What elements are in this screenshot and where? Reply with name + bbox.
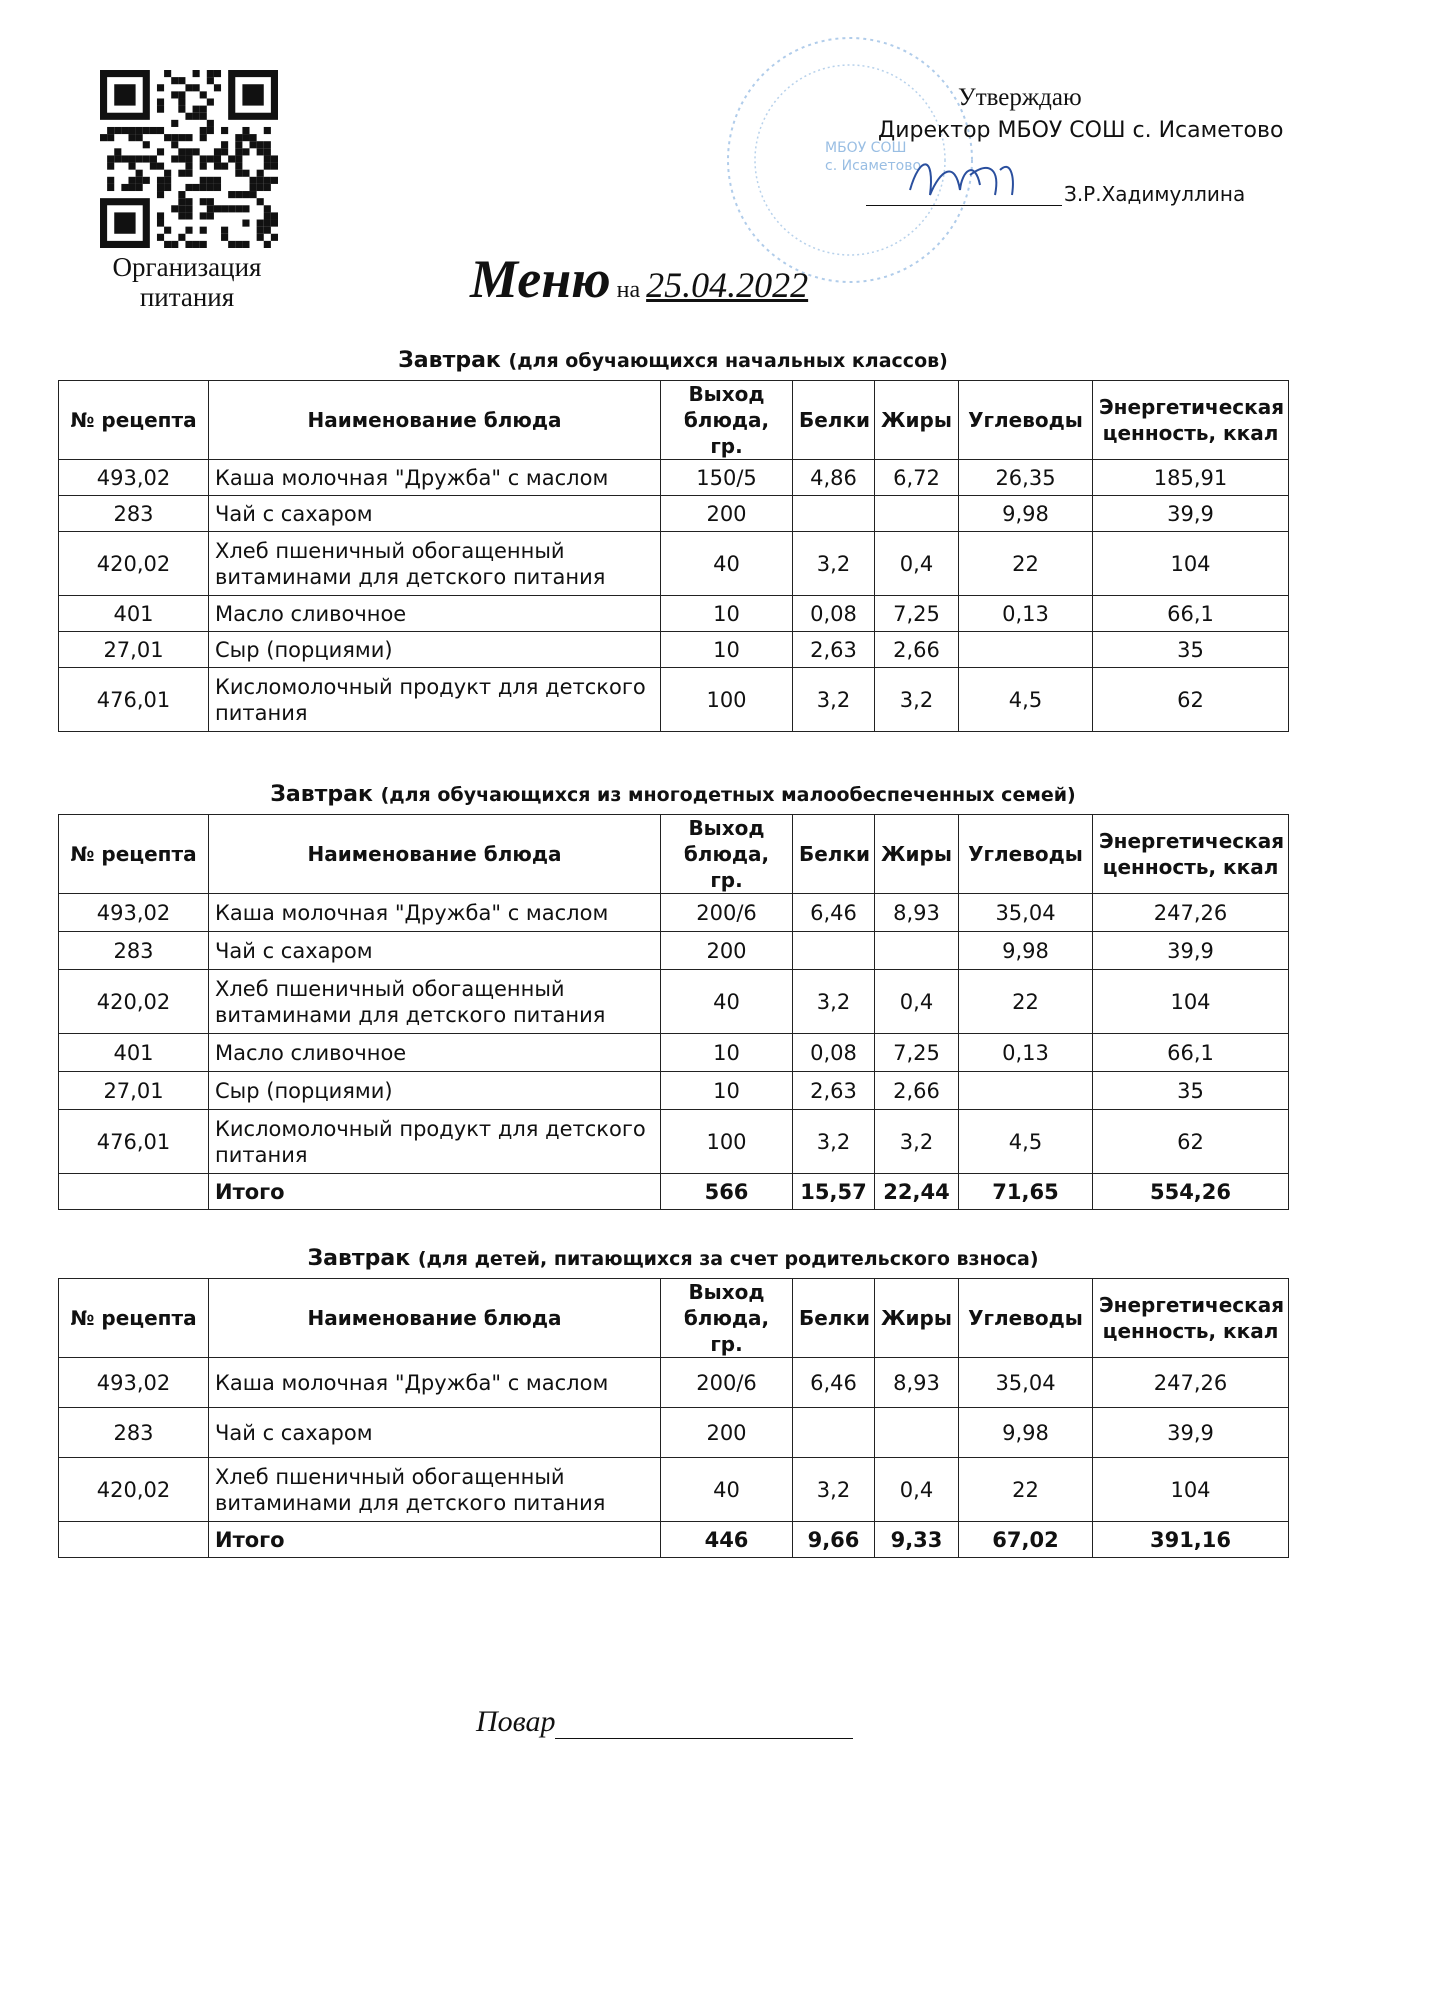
table-cell: 3,2 xyxy=(793,668,875,732)
table-cell: 22,44 xyxy=(875,1174,959,1210)
table-cell: Итого xyxy=(209,1522,661,1558)
table-cell: 0,4 xyxy=(875,532,959,596)
table-cell: 0,13 xyxy=(959,596,1093,632)
table-cell: Хлеб пшеничный обогащенный витаминами для детского питания xyxy=(209,532,661,596)
table-cell: 9,66 xyxy=(793,1522,875,1558)
table-cell: 40 xyxy=(661,970,793,1034)
table-cell: 6,46 xyxy=(793,894,875,932)
table-cell: 493,02 xyxy=(59,1358,209,1408)
table-cell: 200 xyxy=(661,496,793,532)
approve-position: Директор МБОУ СОШ с. Исаметово xyxy=(878,118,1284,143)
table-cell: Каша молочная "Дружба" с маслом xyxy=(209,460,661,496)
approve-label: Утверждаю xyxy=(958,84,1082,111)
total-row xyxy=(59,1174,1289,1210)
table-cell: 6,46 xyxy=(793,1358,875,1408)
table-cell xyxy=(793,496,875,532)
table-cell: 200/6 xyxy=(661,1358,793,1408)
table-cell: 420,02 xyxy=(59,532,209,596)
table-cell: 3,2 xyxy=(793,532,875,596)
signature xyxy=(900,150,1020,210)
table-cell: 67,02 xyxy=(959,1522,1093,1558)
approve-name: З.Р.Хадимуллина xyxy=(1064,182,1246,206)
table-cell: 566 xyxy=(661,1174,793,1210)
table-cell: 39,9 xyxy=(1093,496,1289,532)
table-cell: 104 xyxy=(1093,532,1289,596)
table-cell xyxy=(875,1408,959,1458)
section-3-title: Завтрак (для детей, питающихся за счет родительского взноса) xyxy=(307,1246,1039,1271)
column-header: Жиры xyxy=(875,381,959,460)
table-cell: 35,04 xyxy=(959,894,1093,932)
table-cell: 22 xyxy=(959,1458,1093,1522)
table-cell xyxy=(59,1174,209,1210)
table-cell: Сыр (порциями) xyxy=(209,632,661,668)
table-cell: 401 xyxy=(59,596,209,632)
table-cell: 35 xyxy=(1093,632,1289,668)
table-cell: 9,33 xyxy=(875,1522,959,1558)
column-header: Энергетическая ценность, ккал xyxy=(1093,815,1289,894)
table-cell: 3,2 xyxy=(793,1110,875,1174)
table-cell: Итого xyxy=(209,1174,661,1210)
table-cell: 3,2 xyxy=(875,1110,959,1174)
table-cell: 554,26 xyxy=(1093,1174,1289,1210)
column-header: Выход блюда, гр. xyxy=(661,1279,793,1358)
table-cell: 35 xyxy=(1093,1072,1289,1110)
table-cell: 476,01 xyxy=(59,1110,209,1174)
column-header: № рецепта xyxy=(59,381,209,460)
table-cell xyxy=(959,632,1093,668)
table-cell: 27,01 xyxy=(59,1072,209,1110)
table-cell: Чай с сахаром xyxy=(209,496,661,532)
table-cell: 8,93 xyxy=(875,1358,959,1408)
table-cell: Чай с сахаром xyxy=(209,1408,661,1458)
table-cell: Хлеб пшеничный обогащенный витаминами для детского питания xyxy=(209,970,661,1034)
menu-table-1 xyxy=(58,380,1289,732)
table-cell: 22 xyxy=(959,532,1093,596)
menu-table-2 xyxy=(58,814,1289,1210)
table-row xyxy=(59,496,1289,532)
svg-text:МБОУ СОШ: МБОУ СОШ xyxy=(825,140,907,156)
table-cell: 9,98 xyxy=(959,1408,1093,1458)
table-cell: 0,4 xyxy=(875,1458,959,1522)
table-cell: 66,1 xyxy=(1093,1034,1289,1072)
title-date: 25.04.2022 xyxy=(646,265,809,305)
table-cell: 476,01 xyxy=(59,668,209,732)
table-cell: 2,63 xyxy=(793,1072,875,1110)
table-row xyxy=(59,1034,1289,1072)
table-row xyxy=(59,1072,1289,1110)
table-cell: 8,93 xyxy=(875,894,959,932)
table-cell: 40 xyxy=(661,532,793,596)
table-cell: 391,16 xyxy=(1093,1522,1289,1558)
table-cell xyxy=(793,1408,875,1458)
table-row xyxy=(59,1408,1289,1458)
table-cell: 420,02 xyxy=(59,970,209,1034)
table-cell: 420,02 xyxy=(59,1458,209,1522)
section-2-title: Завтрак (для обучающихся из многодетных малообеспеченных семей) xyxy=(270,782,1076,807)
table-cell xyxy=(875,496,959,532)
qr-code xyxy=(100,70,278,248)
table-row xyxy=(59,632,1289,668)
table-header-row xyxy=(59,815,1289,894)
table-cell xyxy=(959,1072,1093,1110)
table-row xyxy=(59,460,1289,496)
table-cell: Масло сливочное xyxy=(209,1034,661,1072)
column-header: Энергетическая ценность, ккал xyxy=(1093,381,1289,460)
table-row xyxy=(59,932,1289,970)
table-cell: 10 xyxy=(661,1034,793,1072)
title-prep: на xyxy=(616,277,641,303)
table-cell: 66,1 xyxy=(1093,596,1289,632)
column-header: Выход блюда, гр. xyxy=(661,815,793,894)
table-cell: 35,04 xyxy=(959,1358,1093,1408)
table-cell: 22 xyxy=(959,970,1093,1034)
table-cell: 104 xyxy=(1093,970,1289,1034)
table-cell: 62 xyxy=(1093,1110,1289,1174)
table-row xyxy=(59,1110,1289,1174)
table-row xyxy=(59,668,1289,732)
cook-signature xyxy=(476,1705,853,1739)
table-cell: Кисломолочный продукт для детского питания xyxy=(209,668,661,732)
table-cell: 15,57 xyxy=(793,1174,875,1210)
table-cell: 26,35 xyxy=(959,460,1093,496)
table-cell: 3,2 xyxy=(793,970,875,1034)
table-cell: 200/6 xyxy=(661,894,793,932)
title-word: Меню xyxy=(470,249,611,309)
table-row xyxy=(59,894,1289,932)
column-header: № рецепта xyxy=(59,1279,209,1358)
column-header: Энергетическая ценность, ккал xyxy=(1093,1279,1289,1358)
table-cell: 200 xyxy=(661,932,793,970)
column-header: Выход блюда, гр. xyxy=(661,381,793,460)
table-cell: 185,91 xyxy=(1093,460,1289,496)
table-cell: Масло сливочное xyxy=(209,596,661,632)
table-header-row xyxy=(59,1279,1289,1358)
table-cell: 6,72 xyxy=(875,460,959,496)
table-cell: 10 xyxy=(661,632,793,668)
table-cell: 150/5 xyxy=(661,460,793,496)
table-cell: 39,9 xyxy=(1093,1408,1289,1458)
table-cell: 2,66 xyxy=(875,632,959,668)
table-cell: 247,26 xyxy=(1093,894,1289,932)
org-line-1: Организация xyxy=(112,252,262,282)
table-cell: 493,02 xyxy=(59,894,209,932)
table-cell: 200 xyxy=(661,1408,793,1458)
column-header: Углеводы xyxy=(959,1279,1093,1358)
table-cell: 9,98 xyxy=(959,932,1093,970)
total-row xyxy=(59,1522,1289,1558)
table-cell: 2,63 xyxy=(793,632,875,668)
column-header: Углеводы xyxy=(959,381,1093,460)
table-cell: 7,25 xyxy=(875,1034,959,1072)
table-cell: 40 xyxy=(661,1458,793,1522)
column-header: Белки xyxy=(793,381,875,460)
table-cell: 27,01 xyxy=(59,632,209,668)
table-cell: 247,26 xyxy=(1093,1358,1289,1408)
table-header-row xyxy=(59,381,1289,460)
table-row xyxy=(59,1458,1289,1522)
table-cell: 10 xyxy=(661,596,793,632)
section-1-title: Завтрак (для обучающихся начальных классов) xyxy=(398,348,948,373)
table-row xyxy=(59,1358,1289,1408)
column-header: Углеводы xyxy=(959,815,1093,894)
cook-label: Повар xyxy=(476,1705,556,1738)
table-cell: 283 xyxy=(59,496,209,532)
table-cell: 2,66 xyxy=(875,1072,959,1110)
table-cell: Каша молочная "Дружба" с маслом xyxy=(209,1358,661,1408)
table-cell: 71,65 xyxy=(959,1174,1093,1210)
column-header: Белки xyxy=(793,1279,875,1358)
table-cell: 283 xyxy=(59,1408,209,1458)
table-cell: 104 xyxy=(1093,1458,1289,1522)
column-header: № рецепта xyxy=(59,815,209,894)
page-title xyxy=(470,248,808,310)
table-cell: 0,08 xyxy=(793,1034,875,1072)
table-cell: 100 xyxy=(661,1110,793,1174)
table-cell: 4,86 xyxy=(793,460,875,496)
table-row xyxy=(59,532,1289,596)
table-cell xyxy=(59,1522,209,1558)
table-cell: 401 xyxy=(59,1034,209,1072)
table-row xyxy=(59,970,1289,1034)
table-cell: Сыр (порциями) xyxy=(209,1072,661,1110)
table-cell: 493,02 xyxy=(59,460,209,496)
org-label xyxy=(92,252,282,312)
table-cell: 10 xyxy=(661,1072,793,1110)
table-cell xyxy=(875,932,959,970)
table-cell: 100 xyxy=(661,668,793,732)
menu-table-3 xyxy=(58,1278,1289,1558)
column-header: Наименование блюда xyxy=(209,815,661,894)
table-cell: 283 xyxy=(59,932,209,970)
table-cell: 0,08 xyxy=(793,596,875,632)
table-cell xyxy=(793,932,875,970)
column-header: Белки xyxy=(793,815,875,894)
column-header: Жиры xyxy=(875,815,959,894)
table-cell: 4,5 xyxy=(959,668,1093,732)
table-cell: 9,98 xyxy=(959,496,1093,532)
column-header: Наименование блюда xyxy=(209,1279,661,1358)
table-cell: 4,5 xyxy=(959,1110,1093,1174)
table-cell: 446 xyxy=(661,1522,793,1558)
org-line-2: питания xyxy=(139,282,235,312)
table-cell: 3,2 xyxy=(793,1458,875,1522)
table-cell: 3,2 xyxy=(875,668,959,732)
table-cell: 39,9 xyxy=(1093,932,1289,970)
table-cell: 7,25 xyxy=(875,596,959,632)
table-cell: Хлеб пшеничный обогащенный витаминами для детского питания xyxy=(209,1458,661,1522)
table-row xyxy=(59,596,1289,632)
table-cell: Каша молочная "Дружба" с маслом xyxy=(209,894,661,932)
svg-text:с. Исаметово: с. Исаметово xyxy=(825,158,922,174)
column-header: Наименование блюда xyxy=(209,381,661,460)
table-cell: 0,13 xyxy=(959,1034,1093,1072)
table-cell: 62 xyxy=(1093,668,1289,732)
table-cell: Кисломолочный продукт для детского питания xyxy=(209,1110,661,1174)
table-cell: 0,4 xyxy=(875,970,959,1034)
table-cell: Чай с сахаром xyxy=(209,932,661,970)
column-header: Жиры xyxy=(875,1279,959,1358)
